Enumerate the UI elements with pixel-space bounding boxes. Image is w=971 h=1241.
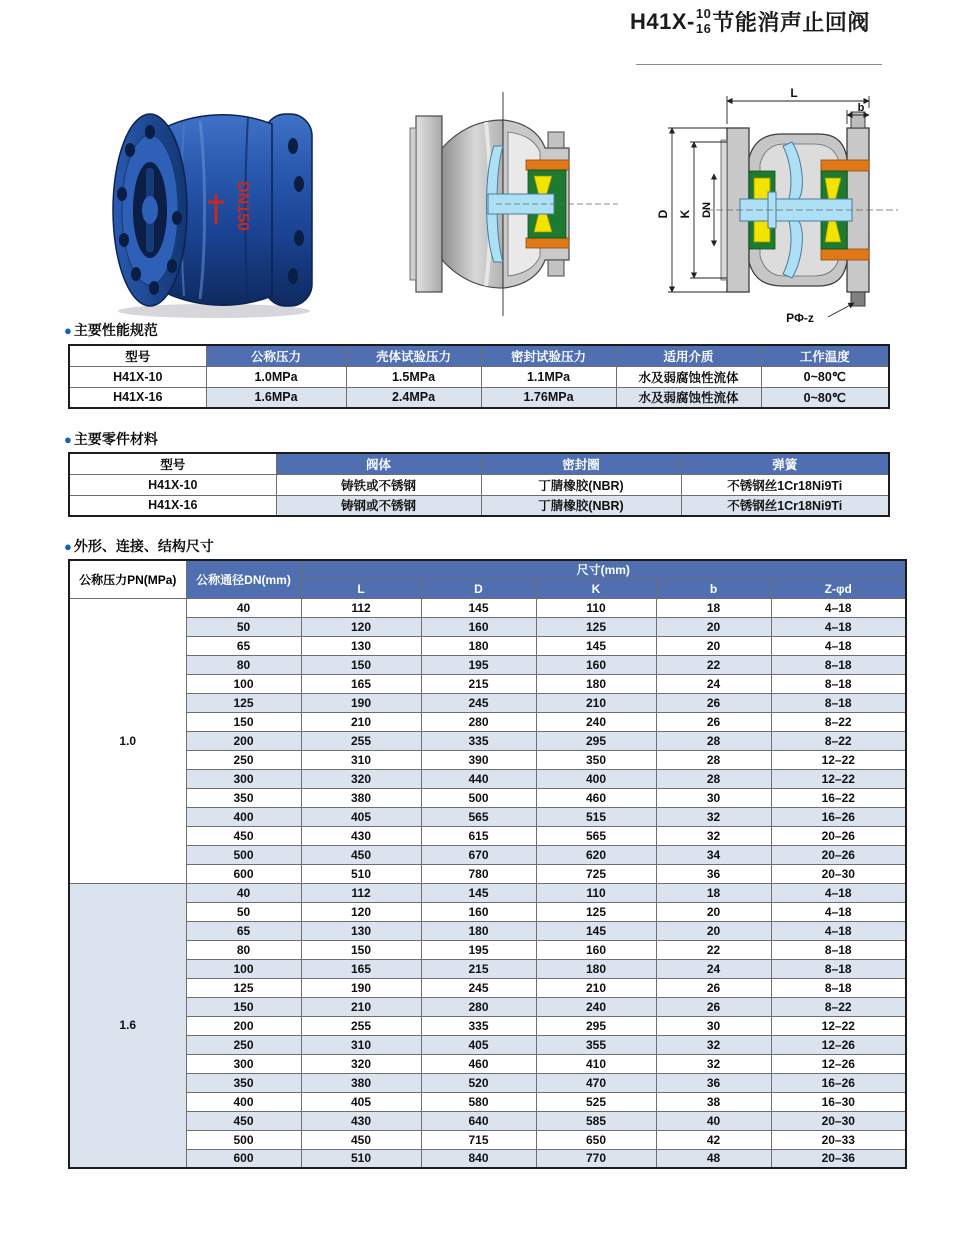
half-section-diagram: [388, 88, 618, 320]
column-header: 型号: [69, 345, 206, 366]
table-cell: 8–18: [771, 940, 906, 959]
table-cell: 405: [301, 807, 421, 826]
table-cell: 250: [186, 1035, 301, 1054]
table-row: [69, 997, 906, 1016]
table-cell: 410: [536, 1054, 656, 1073]
table-cell: 40: [656, 1111, 771, 1130]
table-cell: 16–30: [771, 1092, 906, 1111]
table-cell: 840: [421, 1149, 536, 1168]
bolt-top: [851, 112, 865, 128]
table-cell: 16–26: [771, 1073, 906, 1092]
table-row: [69, 598, 906, 617]
column-header: 密封圈: [481, 453, 681, 474]
dimensions-tbody: [69, 598, 906, 1168]
table-cell: 34: [656, 845, 771, 864]
table-cell: 380: [301, 788, 421, 807]
table-cell: 245: [421, 978, 536, 997]
column-header: D: [421, 579, 536, 598]
column-header: b: [656, 579, 771, 598]
table-cell: 120: [301, 617, 421, 636]
section-heading-materials: [64, 429, 158, 449]
column-header-pn: 公称压力PN(MPa): [69, 560, 186, 598]
table-row: [69, 731, 906, 750]
table-cell: 26: [656, 693, 771, 712]
table-cell: 310: [301, 1035, 421, 1054]
dimensions-table: [68, 559, 907, 1169]
table-cell: 8–22: [771, 731, 906, 750]
table-cell: 640: [421, 1111, 536, 1130]
table-cell: 20–26: [771, 826, 906, 845]
table-cell: 510: [301, 1149, 421, 1168]
table-cell: 32: [656, 1054, 771, 1073]
table-cell: 390: [421, 750, 536, 769]
table-cell: 65: [186, 636, 301, 655]
table-cell: 不锈钢丝1Cr18Ni9Ti: [681, 474, 889, 495]
table-cell: 165: [301, 959, 421, 978]
table-cell: 40: [186, 883, 301, 902]
table-cell: 300: [186, 1054, 301, 1073]
table-cell: 300: [186, 769, 301, 788]
table-cell: 295: [536, 731, 656, 750]
table-row: [69, 474, 889, 495]
bullet-icon: ●: [64, 538, 72, 554]
table-cell: 440: [421, 769, 536, 788]
table-row: [69, 1054, 906, 1073]
table-cell: 112: [301, 883, 421, 902]
table-cell: 145: [536, 921, 656, 940]
table-cell: 150: [301, 940, 421, 959]
bolt-spec-label: PΦ-z: [786, 311, 814, 325]
table-cell: 22: [656, 940, 771, 959]
table-cell: 585: [536, 1111, 656, 1130]
table-cell: 165: [301, 674, 421, 693]
table-cell: 16–26: [771, 807, 906, 826]
table-cell: 24: [656, 674, 771, 693]
column-header: L: [301, 579, 421, 598]
table-cell: 4–18: [771, 921, 906, 940]
table-row: [69, 636, 906, 655]
table-cell: 180: [421, 636, 536, 655]
table-cell: 32: [656, 1035, 771, 1054]
table-cell: H41X-10: [69, 366, 206, 387]
table-cell: 32: [656, 807, 771, 826]
column-header: 壳体试验压力: [346, 345, 481, 366]
table-cell: 295: [536, 1016, 656, 1035]
table-cell: 215: [421, 959, 536, 978]
column-header: 型号: [69, 453, 276, 474]
seal-bottom: [821, 249, 869, 260]
table-row: [69, 769, 906, 788]
table-cell: 1.5MPa: [346, 366, 481, 387]
table-row: [69, 693, 906, 712]
table-cell: 150: [186, 712, 301, 731]
valve-photo: [88, 98, 334, 322]
table-cell: 160: [421, 902, 536, 921]
table-cell: 28: [656, 731, 771, 750]
table-cell: 不锈钢丝1Cr18Ni9Ti: [681, 495, 889, 516]
table-cell: 320: [301, 1054, 421, 1073]
table-cell: 450: [301, 845, 421, 864]
table-cell: 210: [536, 693, 656, 712]
table-cell: 620: [536, 845, 656, 864]
table-cell: 8–22: [771, 712, 906, 731]
table-cell: 铸钢或不锈钢: [276, 495, 481, 516]
table-cell: 30: [656, 1016, 771, 1035]
table-row: [69, 1130, 906, 1149]
table-cell: 450: [186, 826, 301, 845]
table-cell: 12–22: [771, 750, 906, 769]
table-row: [69, 750, 906, 769]
table-cell: 28: [656, 769, 771, 788]
table-cell: 460: [421, 1054, 536, 1073]
table-cell: 525: [536, 1092, 656, 1111]
table-cell: 4–18: [771, 636, 906, 655]
table-cell: 200: [186, 1016, 301, 1035]
table-cell: 26: [656, 997, 771, 1016]
table-cell: 42: [656, 1130, 771, 1149]
table-cell: 18: [656, 598, 771, 617]
section-heading-dimensions: [64, 536, 214, 556]
table-cell: 450: [186, 1111, 301, 1130]
table-cell: 245: [421, 693, 536, 712]
table-cell: 515: [536, 807, 656, 826]
table-cell: 1.1MPa: [481, 366, 616, 387]
table-cell: 20–36: [771, 1149, 906, 1168]
table-cell: 0~80℃: [761, 366, 889, 387]
dim-label-D: D: [656, 209, 670, 219]
table-cell: 180: [536, 959, 656, 978]
table-cell: 430: [301, 826, 421, 845]
table-cell: 670: [421, 845, 536, 864]
table-cell: 50: [186, 617, 301, 636]
table-cell: 12–26: [771, 1054, 906, 1073]
table-cell: 125: [536, 617, 656, 636]
table-cell: 405: [421, 1035, 536, 1054]
table-cell: 125: [186, 978, 301, 997]
table-cell: 30: [656, 788, 771, 807]
table-cell: 8–18: [771, 655, 906, 674]
table-cell: 600: [186, 1149, 301, 1168]
table-row: [69, 1149, 906, 1168]
dimension-diagram: [642, 84, 968, 332]
table-cell: 水及弱腐蚀性流体: [616, 366, 761, 387]
table-cell: H41X-16: [69, 387, 206, 408]
table-cell: 335: [421, 731, 536, 750]
table-cell: 150: [301, 655, 421, 674]
exterior-flange: [416, 116, 442, 292]
column-header: 阀体: [276, 453, 481, 474]
table-cell: 38: [656, 1092, 771, 1111]
table-cell: H41X-16: [69, 495, 276, 516]
table-cell: 0~80℃: [761, 387, 889, 408]
table-cell: 18: [656, 883, 771, 902]
title-pressure-fraction: [696, 7, 711, 36]
table-cell: 725: [536, 864, 656, 883]
table-cell: 580: [421, 1092, 536, 1111]
table-cell: 4–18: [771, 617, 906, 636]
column-header: K: [536, 579, 656, 598]
table-cell: 600: [186, 864, 301, 883]
table-cell: 335: [421, 1016, 536, 1035]
title-fraction-bottom: 16: [695, 20, 712, 36]
table-row: [69, 978, 906, 997]
table-cell: 36: [656, 1073, 771, 1092]
table-row: [69, 788, 906, 807]
table-cell: 190: [301, 693, 421, 712]
table-row: [69, 366, 889, 387]
table-cell: 280: [421, 712, 536, 731]
title-underline: [636, 64, 882, 65]
table-row: [69, 864, 906, 883]
section-title: 主要零件材料: [73, 431, 158, 447]
table-cell: 1.0MPa: [206, 366, 346, 387]
page-title: [630, 6, 870, 37]
table-cell: 丁腈橡胶(NBR): [481, 474, 681, 495]
table-cell: 350: [536, 750, 656, 769]
table-cell: H41X-10: [69, 474, 276, 495]
table-cell: 20–30: [771, 864, 906, 883]
table-row: [69, 902, 906, 921]
table-row: [69, 845, 906, 864]
table-cell: 8–18: [771, 978, 906, 997]
table-cell: 770: [536, 1149, 656, 1168]
table-row: [69, 1073, 906, 1092]
table-cell: 210: [301, 712, 421, 731]
table-cell: 470: [536, 1073, 656, 1092]
table-cell: 20–26: [771, 845, 906, 864]
table-cell: 195: [421, 655, 536, 674]
table-cell: 20: [656, 902, 771, 921]
table-cell: 100: [186, 959, 301, 978]
dim-label-L: L: [790, 86, 798, 100]
table-cell: 80: [186, 655, 301, 674]
bullet-icon: ●: [64, 322, 72, 338]
table-cell: 24: [656, 959, 771, 978]
table-cell: 130: [301, 921, 421, 940]
table-cell: 430: [301, 1111, 421, 1130]
table-cell: 355: [536, 1035, 656, 1054]
table-cell: 400: [186, 1092, 301, 1111]
table-cell: 8–18: [771, 959, 906, 978]
table-cell: 22: [656, 655, 771, 674]
table-cell: 145: [536, 636, 656, 655]
column-header-size-span: 尺寸(mm): [301, 560, 906, 579]
table-cell: 12–26: [771, 1035, 906, 1054]
column-header: 公称压力: [206, 345, 346, 366]
table-row: [69, 959, 906, 978]
column-header: 弹簧: [681, 453, 889, 474]
table-row: [69, 617, 906, 636]
table-cell: 240: [536, 712, 656, 731]
table-cell: 1.76MPa: [481, 387, 616, 408]
table-cell: 500: [421, 788, 536, 807]
section-title: 主要性能规范: [73, 322, 158, 338]
table-row: [69, 1035, 906, 1054]
table-cell: 65: [186, 921, 301, 940]
valve-marking-text: DN150: [234, 181, 251, 231]
table-cell: 255: [301, 731, 421, 750]
table-cell: 250: [186, 750, 301, 769]
table-cell: 180: [421, 921, 536, 940]
materials-tbody: [69, 474, 889, 516]
table-cell: 20: [656, 617, 771, 636]
table-cell: 20: [656, 921, 771, 940]
table-cell: 190: [301, 978, 421, 997]
title-fraction-top: 10: [695, 6, 712, 22]
table-cell: 100: [186, 674, 301, 693]
table-cell: 180: [536, 674, 656, 693]
performance-header-row: [69, 345, 889, 366]
bullet-icon: ●: [64, 431, 72, 447]
table-cell: 4–18: [771, 883, 906, 902]
pn-group-cell: 1.0: [69, 598, 186, 883]
table-cell: 520: [421, 1073, 536, 1092]
materials-header-row: [69, 453, 889, 474]
table-cell: 350: [186, 788, 301, 807]
table-cell: 650: [536, 1130, 656, 1149]
table-cell: 405: [301, 1092, 421, 1111]
table-cell: 215: [421, 674, 536, 693]
table-cell: 240: [536, 997, 656, 1016]
column-header: Z-φd: [771, 579, 906, 598]
seal-ring-bottom: [526, 238, 569, 248]
table-cell: 195: [421, 940, 536, 959]
seal-ring-top: [526, 160, 569, 170]
performance-table: [68, 344, 890, 409]
table-cell: 20–30: [771, 1111, 906, 1130]
table-cell: 32: [656, 826, 771, 845]
table-cell: 460: [536, 788, 656, 807]
table-cell: 400: [536, 769, 656, 788]
table-cell: 565: [421, 807, 536, 826]
table-cell: 12–22: [771, 1016, 906, 1035]
table-cell: 20: [656, 636, 771, 655]
table-cell: 110: [536, 883, 656, 902]
table-cell: 715: [421, 1130, 536, 1149]
table-cell: 12–22: [771, 769, 906, 788]
table-cell: 565: [536, 826, 656, 845]
table-cell: 2.4MPa: [346, 387, 481, 408]
table-cell: 200: [186, 731, 301, 750]
table-cell: 510: [301, 864, 421, 883]
table-row: [69, 712, 906, 731]
table-row: [69, 883, 906, 902]
bolt-leader-line: [828, 303, 854, 317]
bolt-stub-bottom: [548, 260, 564, 276]
bolt-stub-top: [548, 132, 564, 148]
table-row: [69, 655, 906, 674]
table-cell: 26: [656, 712, 771, 731]
table-cell: 125: [186, 693, 301, 712]
table-cell: 铸铁或不锈钢: [276, 474, 481, 495]
column-header-dn: 公称通径DN(mm): [186, 560, 301, 598]
table-row: [69, 940, 906, 959]
table-cell: 150: [186, 997, 301, 1016]
table-cell: 450: [301, 1130, 421, 1149]
table-cell: 350: [186, 1073, 301, 1092]
table-row: [69, 387, 889, 408]
table-cell: 160: [421, 617, 536, 636]
title-model-prefix: H41X-: [630, 8, 695, 34]
dim-label-DN: DN: [701, 202, 713, 218]
performance-tbody: [69, 366, 889, 408]
table-cell: 380: [301, 1073, 421, 1092]
materials-table: [68, 452, 890, 517]
column-header: 适用介质: [616, 345, 761, 366]
table-cell: 145: [421, 883, 536, 902]
table-cell: 125: [536, 902, 656, 921]
title-product-name: 节能消声止回阀: [712, 10, 870, 35]
table-cell: 36: [656, 864, 771, 883]
table-cell: 320: [301, 769, 421, 788]
table-cell: 160: [536, 655, 656, 674]
table-cell: 40: [186, 598, 301, 617]
table-cell: 210: [536, 978, 656, 997]
dimensions-header-row-1: [69, 560, 906, 579]
table-row: [69, 921, 906, 940]
table-cell: 80: [186, 940, 301, 959]
table-cell: 400: [186, 807, 301, 826]
table-cell: 50: [186, 902, 301, 921]
table-cell: 280: [421, 997, 536, 1016]
dim-label-b: b: [857, 102, 865, 114]
table-cell: 310: [301, 750, 421, 769]
column-header: 工作温度: [761, 345, 889, 366]
table-cell: 8–18: [771, 693, 906, 712]
table-cell: 26: [656, 978, 771, 997]
table-cell: 28: [656, 750, 771, 769]
seal-top: [821, 160, 869, 171]
table-row: [69, 807, 906, 826]
dim-label-K: K: [678, 209, 692, 219]
table-cell: 丁腈橡胶(NBR): [481, 495, 681, 516]
table-cell: 112: [301, 598, 421, 617]
table-row: [69, 674, 906, 693]
table-cell: 780: [421, 864, 536, 883]
section-title: 外形、连接、结构尺寸: [73, 538, 214, 554]
table-row: [69, 1016, 906, 1035]
table-row: [69, 495, 889, 516]
pn-group-cell: 1.6: [69, 883, 186, 1168]
table-cell: 130: [301, 636, 421, 655]
table-cell: 500: [186, 845, 301, 864]
column-header: 密封试验压力: [481, 345, 616, 366]
table-cell: 4–18: [771, 902, 906, 921]
table-cell: 145: [421, 598, 536, 617]
section-heading-performance: [64, 320, 158, 340]
table-cell: 255: [301, 1016, 421, 1035]
table-cell: 20–33: [771, 1130, 906, 1149]
table-cell: 160: [536, 940, 656, 959]
table-cell: 1.6MPa: [206, 387, 346, 408]
table-row: [69, 1111, 906, 1130]
table-cell: 水及弱腐蚀性流体: [616, 387, 761, 408]
table-row: [69, 1092, 906, 1111]
table-cell: 120: [301, 902, 421, 921]
table-cell: 8–18: [771, 674, 906, 693]
table-cell: 110: [536, 598, 656, 617]
table-cell: 210: [301, 997, 421, 1016]
table-cell: 615: [421, 826, 536, 845]
table-cell: 500: [186, 1130, 301, 1149]
table-cell: 16–22: [771, 788, 906, 807]
table-cell: 8–22: [771, 997, 906, 1016]
table-row: [69, 826, 906, 845]
table-cell: 4–18: [771, 598, 906, 617]
table-cell: 48: [656, 1149, 771, 1168]
